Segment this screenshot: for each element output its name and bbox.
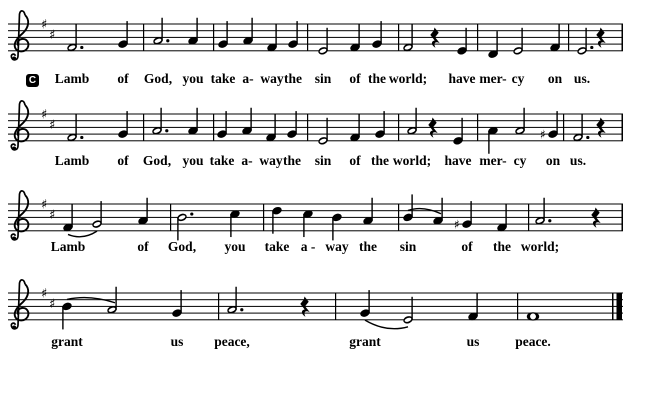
staff-line	[8, 306, 623, 307]
treble-clef-icon	[12, 326, 16, 330]
note-stem	[521, 28, 522, 51]
accidental-sharp-icon: ♯	[540, 127, 546, 142]
barline	[143, 114, 144, 141]
barline	[307, 24, 308, 51]
lyric-syllable: take	[264, 239, 290, 254]
key-signature-sharp-icon: ♯	[41, 107, 48, 123]
note-stem	[371, 198, 372, 221]
staff-line	[8, 24, 623, 25]
congregation-symbol: C	[26, 74, 39, 87]
lyric-syllable: of	[349, 71, 361, 86]
final-barline	[612, 293, 614, 320]
barline	[517, 293, 518, 320]
note-stem	[250, 108, 251, 131]
note-stem	[470, 201, 471, 224]
note-stem	[146, 198, 147, 221]
note-stem	[326, 28, 327, 51]
note-stem	[358, 114, 359, 137]
augmentation-dot	[80, 136, 83, 139]
augmentation-dot	[548, 219, 551, 222]
lyric-syllable: a-	[241, 153, 253, 168]
augmentation-dot	[165, 129, 168, 132]
treble-clef-icon	[15, 195, 29, 231]
treble-clef-icon	[11, 11, 25, 60]
lyric-syllable: God,	[167, 239, 197, 254]
note-stem	[332, 217, 333, 240]
treble-clef-icon	[15, 105, 29, 141]
note-stem	[296, 21, 297, 44]
lyric-syllable: way	[325, 239, 349, 254]
note-stem	[556, 111, 557, 134]
barline	[213, 24, 214, 51]
end-barline	[622, 24, 624, 51]
note-stem	[505, 204, 506, 227]
lyric-syllable: peace,	[214, 334, 250, 349]
note-stem	[177, 217, 178, 240]
barline	[143, 24, 144, 51]
augmentation-dot	[590, 46, 593, 49]
treble-clef-icon	[11, 101, 25, 150]
barline	[477, 114, 478, 141]
treble-clef-icon	[15, 15, 29, 51]
note-stem	[126, 21, 127, 44]
lyric-syllable: God,	[143, 71, 173, 86]
note-stem	[100, 201, 101, 224]
staff-line	[8, 50, 623, 51]
lyric-syllable: the	[359, 239, 377, 254]
staff-line	[8, 114, 623, 115]
lyric-syllable: cy	[511, 71, 525, 86]
lyric-syllable: on	[545, 153, 561, 168]
note-stem	[126, 111, 127, 134]
note-stem	[196, 18, 197, 41]
note-stem	[543, 198, 544, 221]
staff-line	[8, 120, 623, 121]
note-stem	[581, 114, 582, 137]
treble-clef-icon	[11, 191, 25, 240]
note-stem	[368, 290, 369, 313]
lyric-syllable: have	[448, 71, 476, 86]
lyric-syllable: world;	[520, 239, 560, 254]
lyric-syllable: God,	[142, 153, 172, 168]
lyric-syllable: us.	[573, 71, 591, 86]
barline	[528, 204, 529, 231]
lyric-syllable: the	[493, 239, 511, 254]
barline	[477, 24, 478, 51]
lyric-syllable: Lamb	[54, 71, 90, 86]
treble-clef-icon	[11, 280, 25, 329]
key-signature-sharp-icon: ♯	[49, 207, 56, 223]
lyric-syllable: sin	[399, 239, 417, 254]
barline	[398, 114, 399, 141]
note-stem	[226, 21, 227, 44]
note-stem	[523, 108, 524, 131]
barline	[213, 114, 214, 141]
key-signature-sharp-icon: ♯	[49, 27, 56, 43]
treble-clef-icon	[12, 57, 16, 61]
note-stem	[380, 21, 381, 44]
lyric-syllable: the	[284, 71, 302, 86]
note-stem	[272, 211, 273, 234]
lyric-syllable: on	[547, 71, 563, 86]
lyric-syllable: sin	[314, 153, 332, 168]
note-stem	[274, 114, 275, 137]
barline	[335, 293, 336, 320]
note-stem	[275, 24, 276, 47]
barline	[263, 204, 264, 231]
lyric-syllable: of	[349, 153, 361, 168]
lyric-syllable: way	[260, 71, 284, 86]
lyric-syllable: grant	[349, 334, 381, 349]
slur	[365, 320, 408, 329]
note-stem	[160, 108, 161, 131]
lyric-syllable: sin	[314, 71, 332, 86]
augmentation-dot	[80, 46, 83, 49]
lyric-syllable: of	[117, 153, 129, 168]
note-stem	[441, 198, 442, 221]
lyric-syllable: take	[209, 153, 235, 168]
key-signature-sharp-icon: ♯	[49, 296, 56, 312]
lyric-syllable: cy	[513, 153, 527, 168]
augmentation-dot	[166, 39, 169, 42]
treble-clef-icon	[15, 284, 29, 320]
lyric-syllable: us	[466, 334, 480, 349]
lyric-syllable: way	[259, 153, 283, 168]
key-signature-sharp-icon: ♯	[41, 17, 48, 33]
staff-line	[8, 44, 623, 45]
lyric-syllable: a-	[242, 71, 254, 86]
key-signature-sharp-icon: ♯	[41, 197, 48, 213]
lyric-syllable: mer-	[479, 153, 507, 168]
lyric-syllable: Lamb	[54, 153, 90, 168]
staff-line	[8, 293, 623, 294]
end-barline	[622, 204, 624, 231]
lyric-syllable: of	[461, 239, 473, 254]
note-stem	[75, 114, 76, 137]
note-stem	[383, 111, 384, 134]
augmentation-dot	[586, 136, 589, 139]
lyric-syllable: take	[210, 71, 236, 86]
barline	[398, 204, 399, 231]
staff-line	[8, 210, 623, 211]
staff-line	[8, 230, 623, 231]
note-stem	[496, 31, 497, 54]
lyric-syllable: Lamb	[50, 239, 86, 254]
staff-line	[8, 217, 623, 218]
augmentation-dot	[190, 212, 193, 215]
barline	[563, 114, 564, 141]
staff-line	[8, 134, 623, 135]
lyric-syllable: of	[137, 239, 149, 254]
note-stem	[476, 293, 477, 316]
lyric-syllable: world;	[392, 153, 432, 168]
lyric-syllable: peace.	[515, 334, 551, 349]
note-stem	[411, 297, 412, 320]
note-stem	[230, 214, 231, 237]
slur	[68, 231, 97, 237]
note-stem	[251, 18, 252, 41]
treble-clef-icon	[12, 237, 16, 241]
note-stem	[161, 18, 162, 41]
key-signature-sharp-icon: ♯	[49, 117, 56, 133]
lyric-syllable: you	[224, 239, 246, 254]
note-stem	[415, 108, 416, 131]
final-barline	[617, 293, 623, 320]
note-stem	[411, 24, 412, 47]
note-stem	[225, 111, 226, 134]
accidental-sharp-icon: ♯	[454, 217, 460, 232]
augmentation-dot	[240, 308, 243, 311]
lyric-syllable: of	[117, 71, 129, 86]
lyric-syllable: the	[283, 153, 301, 168]
lyric-syllable: have	[444, 153, 472, 168]
lyric-syllable: grant	[51, 334, 83, 349]
note-stem	[585, 28, 586, 51]
note-stem	[465, 28, 466, 51]
note-stem	[295, 111, 296, 134]
lyric-syllable: you	[182, 71, 204, 86]
note-stem	[358, 24, 359, 47]
note-stem	[326, 118, 327, 141]
note-stem	[196, 108, 197, 131]
note-stem	[71, 204, 72, 227]
note-stem	[75, 24, 76, 47]
lyric-syllable: world;	[388, 71, 428, 86]
barline	[218, 293, 219, 320]
lyric-syllable: the	[371, 153, 389, 168]
barline	[568, 24, 569, 51]
staff-line	[8, 127, 623, 128]
note-stem	[488, 131, 489, 154]
staff-line	[8, 30, 623, 31]
note-stem	[62, 306, 63, 329]
lyric-syllable: us	[170, 334, 184, 349]
staff-line	[8, 140, 623, 141]
lyric-syllable: us.	[569, 153, 587, 168]
note-stem	[461, 118, 462, 141]
staff-line	[8, 204, 623, 205]
lyric-syllable: the	[368, 71, 386, 86]
lyric-syllable: mer-	[479, 71, 507, 86]
barline	[307, 114, 308, 141]
note-stem	[115, 287, 116, 310]
treble-clef-icon	[12, 147, 16, 151]
note-stem	[180, 290, 181, 313]
end-barline	[622, 114, 624, 141]
note-stem	[303, 214, 304, 237]
barline	[398, 24, 399, 51]
note-stem	[558, 24, 559, 47]
lyric-syllable: you	[182, 153, 204, 168]
note-stem	[411, 194, 412, 217]
note-stem	[235, 287, 236, 310]
lyric-syllable: a -	[300, 239, 316, 254]
key-signature-sharp-icon: ♯	[41, 286, 48, 302]
staff-line	[8, 37, 623, 38]
barline	[170, 204, 171, 231]
